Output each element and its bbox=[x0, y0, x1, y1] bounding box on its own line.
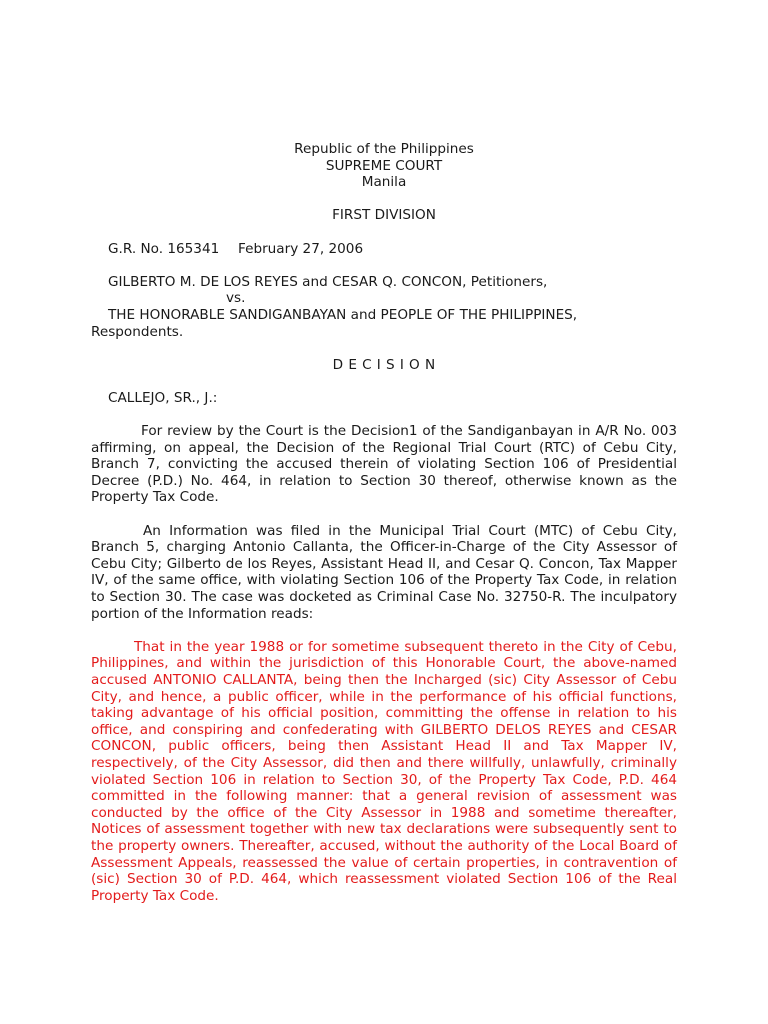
header-city: Manila bbox=[361, 174, 407, 191]
body-paragraph-1: For review by the Court is the Decision1 of the Sandiganbayan in A/R No. 003 affirming, on appeal, the Decision of the Regional Trial Court (RTC) of Cebu City, Branch 7, convicting the accused therein of violating Section 106 of Presidential Decree (P.D.) No. 464, in relation to Section 30 thereof, otherwise known as the Property Tax Code. bbox=[91, 423, 677, 506]
spacer bbox=[91, 407, 677, 424]
case-number-line bbox=[91, 241, 677, 258]
spacer bbox=[91, 373, 677, 390]
gr-number: G.R. No. 165341 bbox=[108, 240, 220, 257]
spacer bbox=[91, 622, 677, 639]
document-body bbox=[91, 141, 677, 904]
body-paragraph-2: An Information was filed in the Municipal Trial Court (MTC) of Cebu City, Branch 5, charging Antonio Callanta, the Officer-in-Charge of the City Assessor of Cebu City; Gilberto de los Reyes, Assistant Head II, and Cesar Q. Concon, Tax Mapper IV, of the same office, with violating Section 106 of the Property Tax Code, in relation to Section 30. The case was docketed as Criminal Case No. 32750-R. The inculpatory portion of the Information reads: bbox=[91, 522, 677, 622]
ponente: CALLEJO, SR., J.: bbox=[108, 389, 218, 406]
petitioners-line: GILBERTO M. DE LOS REYES and CESAR Q. CONCON, Petitioners, bbox=[108, 273, 548, 290]
header-republic: Republic of the Philippines bbox=[294, 141, 474, 157]
decision-title: DECISION bbox=[332, 356, 441, 373]
spacer bbox=[91, 224, 677, 241]
division-title: FIRST DIVISION bbox=[332, 207, 436, 224]
header-court: SUPREME COURT bbox=[325, 157, 443, 174]
spacer bbox=[91, 257, 677, 274]
information-quote: That in the year 1988 or for sometime subsequent thereto in the City of Cebu, Philippines, and within the jurisdiction of this Honorable Court, the above-named accused ANTONIO CALLANTA, being then the Incharged (sic) City Assessor of Cebu City, and hence, a public officer, while in the performance of his official functions, taking advantage of his official position, committing the offense in relation to his office, and conspiring and confederating with GILBERTO DELOS REYES and CESAR CONCON, public officers, being then Assistant Head II and Tax Mapper IV, respectively, of the City Assessor, did then and there willfully, unlawfully, criminally violated Section 106 in relation to Section 30, of the Property Tax Code, P.D. 464 committed in the following manner: that a general revision of assessment was conducted by the office of the City Assessor in 1988 and sometime thereafter, Notices of assessment together with new tax declarations were subsequently sent to the property owners. Thereafter, accused, without the authority of the Local Board of Assessment Appeals, reassessed the value of certain properties, in contravention of (sic) Section 30 of P.D. 464, which reassessment violated Section 106 of the Real Property Tax Code. bbox=[91, 638, 677, 904]
respondents-label: Respondents. bbox=[91, 323, 184, 340]
case-date: February 27, 2006 bbox=[238, 240, 364, 257]
spacer bbox=[91, 191, 677, 208]
spacer bbox=[91, 340, 677, 357]
versus-line: vs. bbox=[226, 290, 246, 307]
respondents-line: THE HONORABLE SANDIGANBAYAN and PEOPLE OF THE PHILIPPINES, bbox=[108, 306, 578, 323]
spacer bbox=[91, 506, 677, 523]
